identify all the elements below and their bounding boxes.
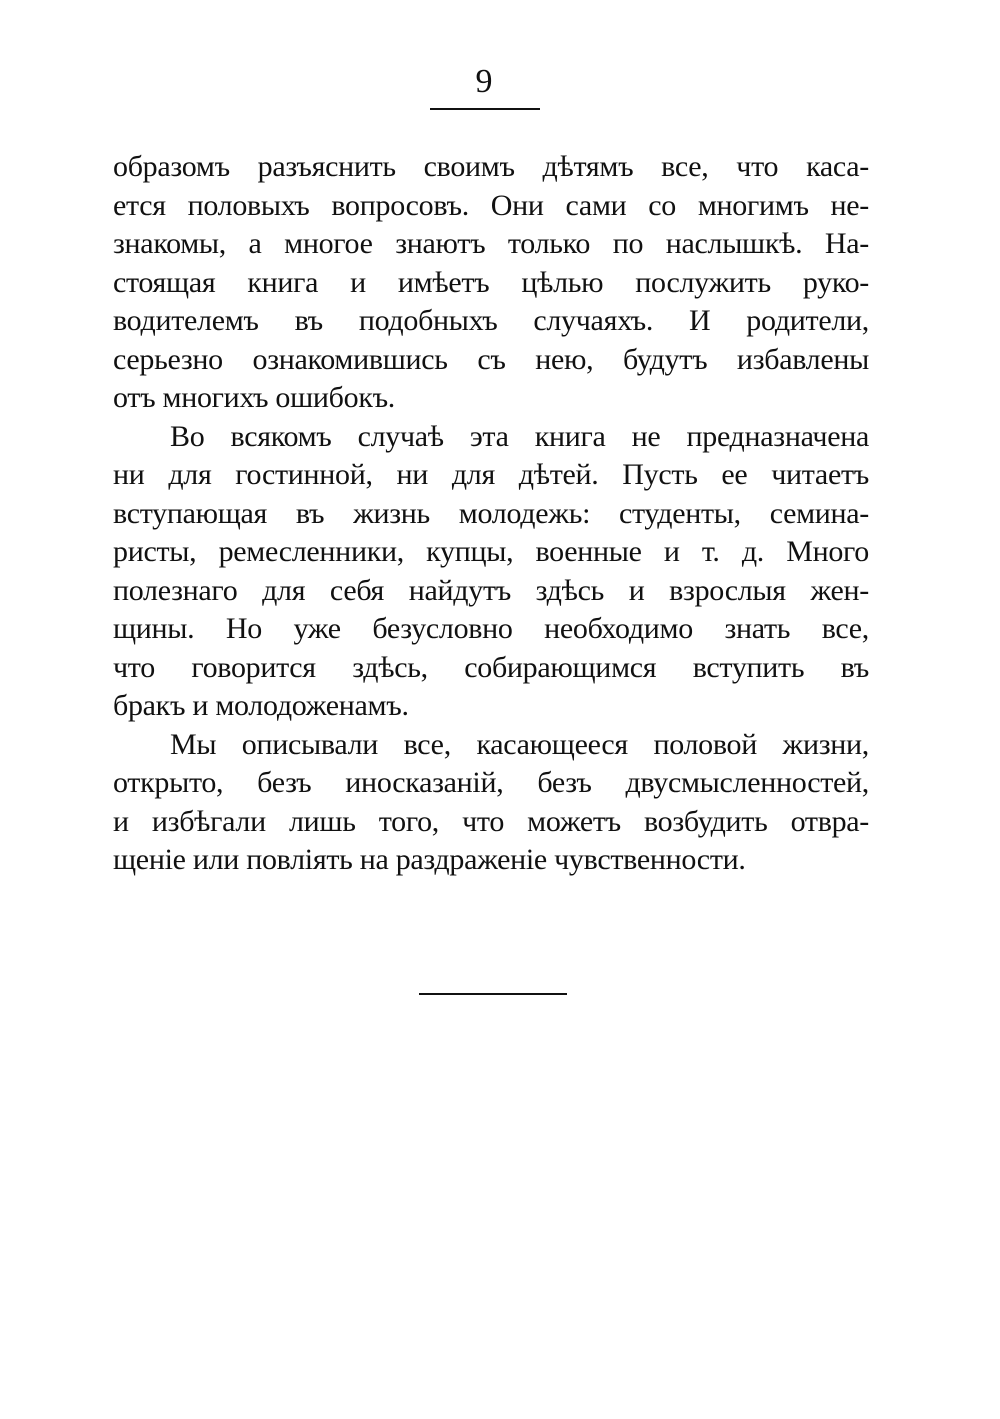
text-line: полезнаго для себя найдутъ здѣсь и взрослыя жен- (113, 573, 869, 607)
paragraph (113, 148, 869, 418)
text-line: Во всякомъ случаѣ эта книга не предназначена (170, 419, 869, 453)
text-line: водителемъ въ подобныхъ случаяхъ. И родители, (113, 304, 869, 337)
text-line: открыто, безъ иносказаній, безъ двусмысленностей, (113, 766, 869, 799)
text-body (113, 148, 869, 880)
text-line: что говорится здѣсь, собирающимся вступить въ (113, 650, 869, 684)
paragraph (113, 418, 869, 726)
text-line: стоящая книга и имѣетъ цѣлью послужить руко- (113, 265, 869, 299)
text-line: бракъ и молодоженамъ. (113, 689, 409, 722)
text-line: отъ многихъ ошибокъ. (113, 381, 396, 414)
page-number-rule (430, 108, 540, 110)
end-rule (419, 993, 567, 995)
text-line: знакомы, а многое знаютъ только по наслышкѣ. На- (113, 227, 869, 260)
paragraph (113, 726, 869, 880)
text-line: ристы, ремесленники, купцы, военные и т. д. Много (113, 535, 869, 568)
text-line: щины. Но уже безусловно необходимо знать все, (113, 612, 869, 645)
text-line: образомъ разъяснить своимъ дѣтямъ все, что каса- (113, 150, 869, 183)
text-line: ется половыхъ вопросовъ. Они сами со многимъ не- (113, 188, 869, 222)
text-line: ни для гостинной, ни для дѣтей. Пусть ее читаетъ (113, 458, 869, 491)
text-line: вступающая въ жизнь молодежь: студенты, семина- (113, 496, 869, 530)
text-line: серьезно ознакомившись съ нею, будутъ избавлены (113, 342, 869, 376)
text-line: и избѣгали лишь того, что можетъ возбудить отвра- (113, 804, 869, 838)
text-line: Мы описывали все, касающееся половой жизни, (170, 727, 869, 761)
page-number: 9 (475, 63, 493, 100)
text-line: щеніе или повліять на раздраженіе чувственности. (113, 843, 746, 876)
